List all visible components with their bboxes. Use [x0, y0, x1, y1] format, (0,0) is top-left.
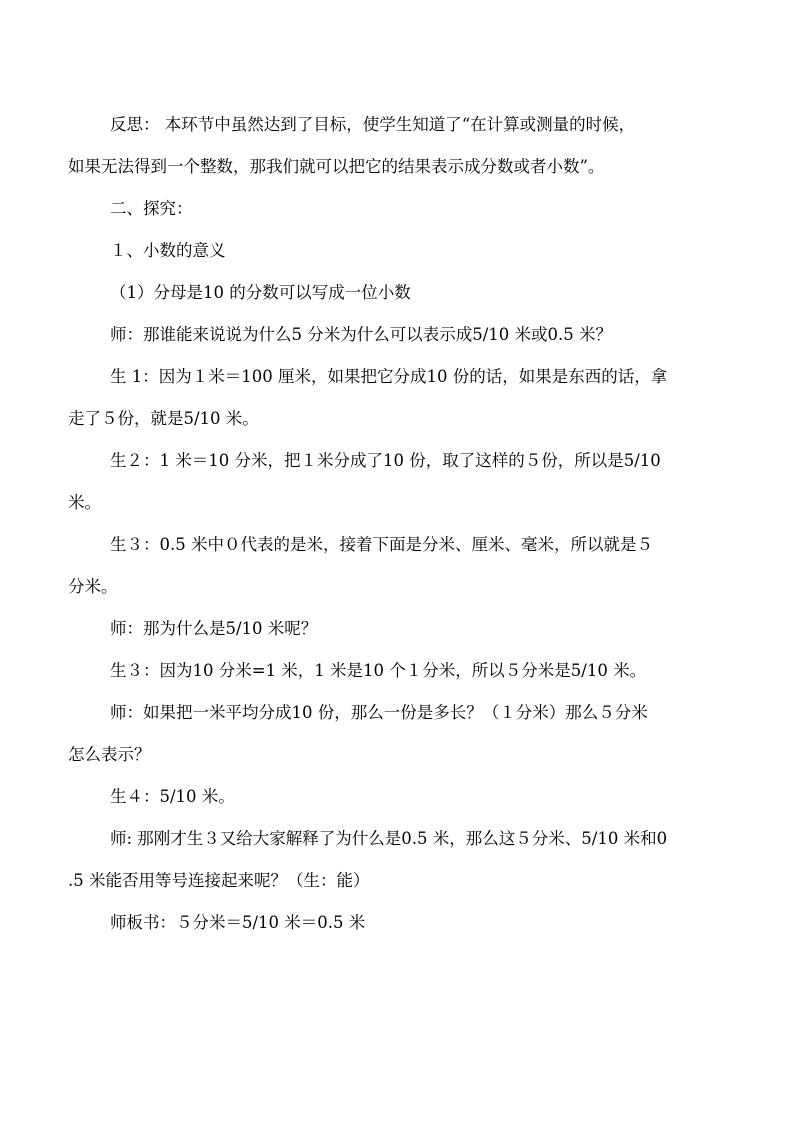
paragraph-line: 走了５份，就是5/10 米。 [68, 409, 259, 428]
paragraph-line: （1）分母是10 的分数可以写成一位小数 [110, 283, 411, 302]
paragraph-line: 生３：0.5 米中０代表的是米，接着下面是分米、厘米、毫米，所以就是５ [110, 535, 653, 554]
paragraph-line: １、小数的意义 [110, 241, 226, 260]
section-heading-explore [110, 188, 730, 230]
student-answer-3 [68, 524, 730, 608]
paragraph-line: 二、探究： [110, 199, 193, 218]
paragraph-line: 生２：1 米＝10 分米，把１米分成了10 份，取了这样的５份，所以是5/10 [110, 451, 661, 470]
subsection-heading [110, 230, 730, 272]
paragraph-line: 反思： 本环节中虽然达到了目标，使学生知道了“在计算或测量的时候， [110, 115, 636, 134]
teacher-question [110, 608, 730, 650]
student-answer-2 [68, 440, 730, 524]
paragraph-line: 米。 [68, 493, 101, 512]
teacher-question [68, 692, 730, 776]
paragraph-line: 怎么表示？ [68, 745, 151, 764]
paragraph-line: 师: 那刚才生３又给大家解释了为什么是0.5 米，那么这５分米、5/10 米和0 [110, 829, 668, 848]
document-body [68, 104, 730, 944]
teacher-question [68, 818, 730, 902]
teacher-board-writing [110, 902, 730, 944]
student-answer-4 [110, 776, 730, 818]
student-answer-3b [110, 650, 730, 692]
student-answer-1 [68, 356, 730, 440]
paragraph-line: 师：如果把一米平均分成10 份，那么一份是多长？（１分米）那么５分米 [110, 703, 648, 722]
paragraph-line: 师：那为什么是5/10 米呢？ [110, 619, 318, 638]
paragraph-line: 生 1：因为１米＝100 厘米，如果把它分成10 份的话，如果是东西的话，拿 [110, 367, 668, 386]
paragraph-line: 分米。 [68, 577, 118, 596]
paragraph-line: 生３：因为10 分米=1 米，1 米是10 个１分米，所以５分米是5/10 米。 [110, 661, 647, 680]
paragraph-line: .5 米能否用等号连接起来呢？（生：能） [68, 871, 370, 890]
paragraph-line: 生４：5/10 米。 [110, 787, 235, 806]
teacher-question [110, 314, 730, 356]
point-heading [110, 272, 730, 314]
paragraph-line: 师板书：５分米＝5/10 米＝0.5 米 [110, 913, 366, 932]
paragraph-line: 如果无法得到一个整数，那我们就可以把它的结果表示成分数或者小数”。 [68, 157, 605, 176]
reflection-paragraph [68, 104, 730, 188]
paragraph-line: 师：那谁能来说说为什么5 分米为什么可以表示成5/10 米或0.5 米？ [110, 325, 613, 344]
